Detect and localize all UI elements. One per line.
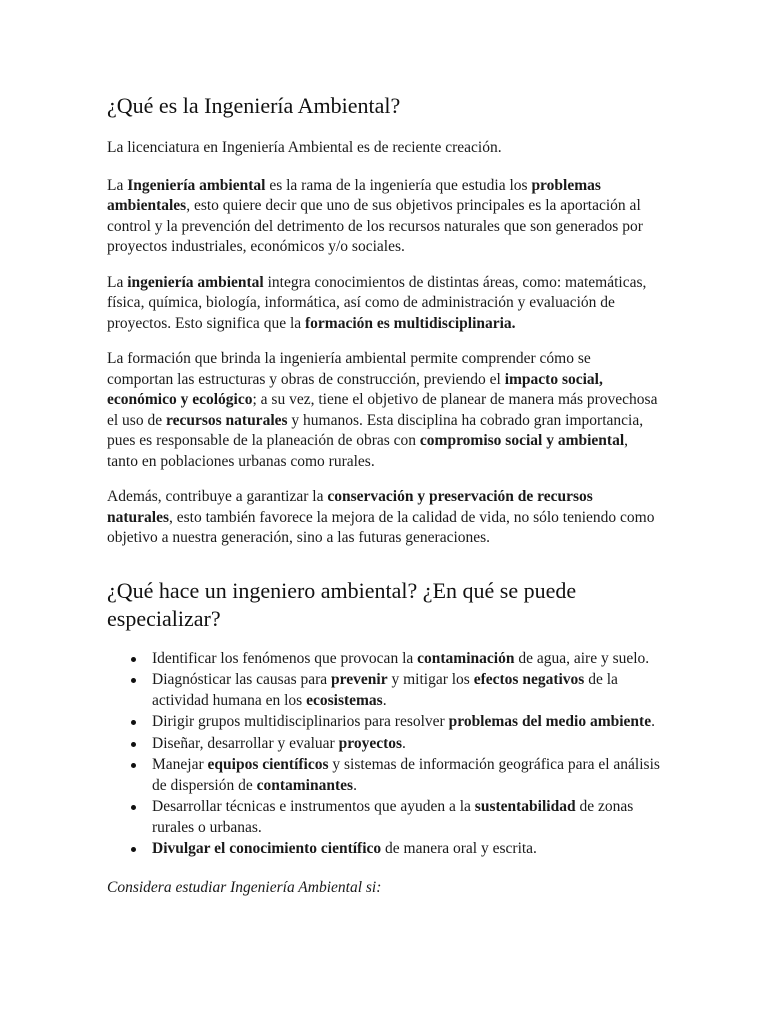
bullet-icon bbox=[131, 847, 136, 852]
bullet-icon bbox=[131, 763, 136, 768]
bullet-icon bbox=[131, 720, 136, 725]
bullet-icon bbox=[131, 805, 136, 810]
list-item: Manejar equipos científicos y sistemas de información geográfica para el análisis de dispersión de contaminantes. bbox=[107, 755, 660, 796]
bullet-icon bbox=[131, 742, 136, 747]
bullet-icon bbox=[131, 678, 136, 683]
paragraph-disciplines: La ingeniería ambiental integra conocimientos de distintas áreas, como: matemáticas, física, química, biología, informática, así como de administración y evaluación de proyectos. Esto significa que la formación es multidisciplinaria. bbox=[107, 273, 647, 332]
list-item: Identificar los fenómenos que provocan la contaminación de agua, aire y suelo. bbox=[107, 649, 660, 670]
tasks-list bbox=[107, 649, 660, 860]
paragraph-conservation: Además, contribuye a garantizar la conservación y preservación de recursos naturales, esto también favorece la mejora de la calidad de vida, no sólo teniendo como objetivo a nuestra generación, sino a las futuras generaciones. bbox=[107, 488, 655, 546]
bullet-icon bbox=[131, 657, 136, 662]
list-item: Diagnósticar las causas para prevenir y mitigar los efectos negativos de la actividad humana en los ecosistemas. bbox=[107, 670, 660, 711]
intro-paragraph: La licenciatura en Ingeniería Ambiental es de reciente creación. bbox=[107, 139, 502, 156]
list-item: Diseñar, desarrollar y evaluar proyectos. bbox=[107, 734, 660, 755]
paragraph-training: La formación que brinda la ingeniería ambiental permite comprender cómo se comportan las estructuras y obras de construcción, previendo el impacto social, económico y ecológico; a su vez, tiene el objetivo de planear de manera más provechosa el uso de recursos naturales y humanos. Esta disciplina ha cobrado gran importancia, pues es responsable de la planeación de obras con compromiso social y ambiental, tanto en poblaciones urbanas como rurales. bbox=[107, 350, 658, 470]
closing-line: Considera estudiar Ingeniería Ambiental si: bbox=[107, 878, 382, 896]
section-title: ¿Qué hace un ingeniero ambiental? ¿En qué se puede especializar? bbox=[107, 577, 577, 631]
paragraph-definition: La Ingeniería ambiental es la rama de la ingeniería que estudia los problemas ambientales, esto quiere decir que uno de sus objetivos principales es la aportación al control y la prevención del detrimento de los recursos naturales que son generados por proyectos industriales, económicos y/o sociales. bbox=[107, 176, 643, 255]
list-item: Desarrollar técnicas e instrumentos que ayuden a la sustentabilidad de zonas rurales o urbanas. bbox=[107, 797, 660, 838]
list-item: Dirigir grupos multidisciplinarios para resolver problemas del medio ambiente. bbox=[107, 712, 660, 733]
list-item: Divulgar el conocimiento científico de manera oral y escrita. bbox=[107, 839, 660, 860]
page-title: ¿Qué es la Ingeniería Ambiental? bbox=[107, 93, 401, 118]
